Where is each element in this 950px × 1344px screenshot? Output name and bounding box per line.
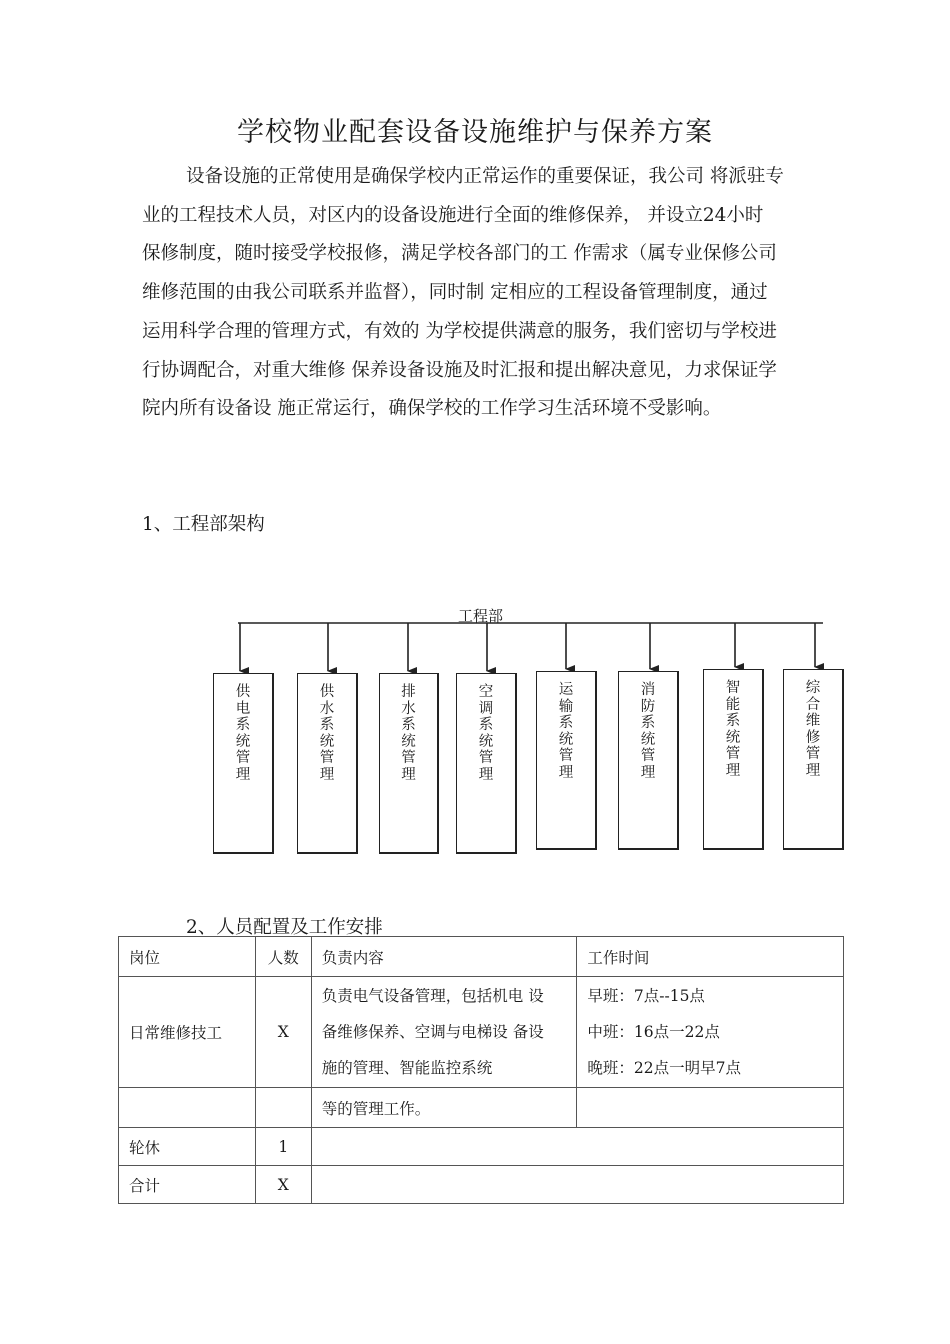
document-title: 学校物业配套设备设施维护与保养方案: [237, 117, 713, 148]
dept-label-char: 修: [805, 729, 821, 746]
dept-label-char: 系: [558, 715, 574, 731]
dept-label-char: 理: [319, 766, 335, 783]
dept-label-char: 统: [558, 731, 574, 748]
dept-label-char: 系: [478, 717, 494, 733]
dept-label-char: 理: [805, 762, 821, 779]
cell-empty: [119, 1088, 256, 1128]
table-row: [119, 977, 844, 1088]
shift-line: 晚班：22点一明早7点: [587, 1059, 741, 1077]
cell-duty: [311, 977, 577, 1088]
header-count: 人数: [255, 937, 311, 977]
dept-label-char: 管: [478, 750, 494, 766]
dept-label-char: 理: [478, 766, 494, 783]
dept-label: [537, 682, 595, 781]
dept-label-char: 管: [805, 746, 821, 762]
org-root-label: 工程部: [458, 607, 504, 625]
dept-label-char: 系: [640, 715, 656, 731]
dept-label-char: 管: [235, 750, 251, 766]
duty-line: 负责电气设备管理，包括机电 设: [321, 987, 544, 1005]
table-row: [119, 1166, 844, 1204]
dept-label-char: 管: [401, 750, 416, 766]
dept-label-char: 系: [319, 717, 335, 733]
dept-box-transport: [536, 671, 597, 850]
dept-label-char: 排: [401, 684, 416, 700]
cell-post: 轮休: [119, 1128, 256, 1166]
dept-label-char: 统: [235, 733, 251, 750]
dept-label-char: 统: [725, 729, 741, 746]
dept-label: [619, 682, 677, 781]
section-heading-staffing: 2、人员配置及工作安排: [186, 917, 383, 938]
dept-label: [214, 684, 272, 783]
shift-line: 中班：16点一22点: [587, 1023, 720, 1041]
dept-label-char: 统: [319, 733, 335, 750]
dept-label-char: 供: [319, 684, 335, 700]
header-post: 岗位: [119, 937, 256, 977]
dept-label-char: 综: [805, 680, 821, 696]
dept-label: [784, 680, 842, 779]
cell-time: [577, 977, 844, 1088]
dept-label-char: 管: [558, 748, 574, 764]
dept-label-char: 空: [478, 684, 494, 700]
dept-box-hvac: [456, 673, 517, 854]
dept-label-char: 运: [558, 682, 574, 698]
cell-count: 1: [255, 1128, 311, 1166]
intro-line: 行协调配合，对重大维修 保养设备设施及时汇报和提出解决意见，力求保证学: [142, 359, 777, 381]
table-row: [119, 1088, 844, 1128]
dept-box-fire: [618, 671, 679, 850]
intro-line: 保修制度，随时接受学校报修，满足学校各部门的工 作需求（属专业保修公司: [142, 243, 777, 265]
intro-line: 院内所有设备设 施正常运行，确保学校的工作学习生活环境不受影响。: [142, 398, 722, 420]
cell-count: X: [255, 1166, 311, 1204]
cell-post: 合计: [119, 1166, 256, 1204]
dept-label-char: 供: [235, 684, 251, 700]
intro-line: 业的工程技术人员，对区内的设备设施进行全面的维修保养， 并设立24小时: [142, 204, 764, 226]
shift-line: 早班：7点--15点: [587, 987, 705, 1005]
dept-label-char: 管: [640, 748, 656, 764]
dept-label: [380, 684, 437, 783]
dept-label-char: 理: [558, 764, 574, 781]
dept-label: [298, 684, 356, 783]
dept-label-char: 系: [401, 717, 416, 733]
table-row: [119, 1128, 844, 1166]
dept-box-drainage: [379, 673, 439, 854]
dept-label-char: 系: [235, 717, 251, 733]
staffing-table: [118, 936, 844, 1204]
dept-label-char: 管: [725, 746, 741, 762]
table-header-row: [119, 937, 844, 977]
dept-box-general: [783, 669, 844, 850]
header-duty: 负责内容: [311, 937, 577, 977]
dept-label-char: 水: [401, 700, 416, 717]
dept-box-smart: [703, 669, 764, 850]
duty-line: 施的管理、智能监控系统: [321, 1059, 493, 1077]
dept-label-char: 统: [401, 733, 416, 750]
dept-label: [457, 684, 515, 783]
cell-count: X: [255, 977, 311, 1088]
cell-empty: [255, 1088, 311, 1128]
dept-label-char: 统: [478, 733, 494, 750]
dept-label-char: 智: [725, 680, 741, 696]
dept-label-char: 理: [235, 766, 251, 783]
dept-label-char: 理: [725, 762, 741, 779]
intro-line: 运用科学合理的管理方式，有效的 为学校提供满意的服务，我们密切与学校进: [142, 320, 777, 342]
cell-duty: 等的管理工作。: [311, 1088, 577, 1128]
dept-label-char: 能: [725, 696, 741, 713]
cell-empty: [311, 1166, 843, 1204]
dept-box-water: [297, 673, 358, 854]
header-time: 工作时间: [577, 937, 844, 977]
intro-paragraph: [142, 158, 842, 429]
dept-label-char: 管: [319, 750, 335, 766]
cell-empty: [577, 1088, 844, 1128]
dept-label-char: 维: [805, 713, 821, 729]
intro-line: 设备设施的正常使用是确保学校内正常运作的重要保证，我公司 将派驻专: [186, 166, 784, 187]
cell-post: 日常维修技工: [119, 977, 256, 1088]
dept-label-char: 理: [401, 766, 416, 783]
duty-line: 备维修保养、空调与电梯设 备设: [321, 1023, 544, 1041]
cell-empty: [311, 1128, 843, 1166]
dept-label-char: 调: [478, 700, 494, 717]
section-heading-structure: 1、工程部架构: [142, 514, 265, 535]
dept-label-char: 系: [725, 713, 741, 729]
intro-line: 维修范围的由我公司联系并监督），同时制 定相应的工程设备管理制度，通过: [142, 282, 768, 304]
dept-label-char: 电: [235, 700, 251, 717]
dept-label-char: 统: [640, 731, 656, 748]
dept-box-power: [213, 673, 274, 854]
dept-label-char: 理: [640, 764, 656, 781]
dept-label-char: 消: [640, 682, 656, 698]
dept-label-char: 水: [319, 700, 335, 717]
dept-label-char: 合: [805, 696, 821, 713]
dept-label-char: 防: [640, 698, 656, 715]
dept-label-char: 输: [558, 698, 574, 715]
dept-label: [704, 680, 762, 779]
